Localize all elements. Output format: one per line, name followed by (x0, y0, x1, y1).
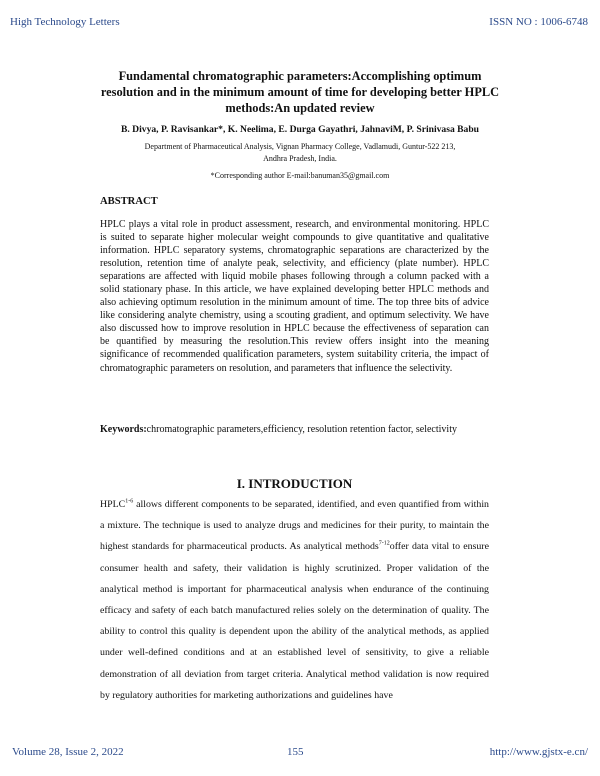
issn: ISSN NO : 1006-6748 (489, 16, 588, 28)
intro-start: HPLC (100, 499, 126, 510)
intro-rest: offer data vital to ensure consumer health and safety, their validation is highly scrutinized. Proper validation of the analytical method is important for pharmaceutical analysis when endurance of the continuing efficacy and safety of each batch manufactured relies solely on the determination of quality. The ability to control this quality is dependent upon the ability of the analytical methods, as applied under well-defined conditions and at an established level of sensitivity, to give a reliable demonstration of all deviation from target criteria. Analytical method validation is now required by regulatory authorities for marketing authorizations and guidelines have (100, 541, 489, 701)
introduction-paragraph (100, 494, 489, 706)
corresponding-author: *Corresponding author E-mail:banuman35@gmail.com (210, 171, 390, 180)
affiliation: Department of Pharmaceutical Analysis, Vignan Pharmacy College, Vadlamudi, Guntur-522 213, Andhra Pradesh, India. (144, 142, 456, 163)
abstract-text: HPLC plays a vital role in product assessment, research, and environmental monitoring. HPLC is suited to separate higher molecular weight compounds to give quantitative and qualitative information. HPLC separatory systems, chromatographic separations are characterized by the resolution, retention time of analyte peak, selectivity, and efficiency (plate number). HPLC separations are affected with liquid mobile phases following through a column packed with a solid stationary phase. In this article, we have explained developing better HPLC methods and also achieving optimum resolution in the minimum amount of time. The top three bits of advice like considering analyte chemistry, using a scouting gradient, and optimum selectivity. We have also discussed how to improve resolution in HPLC because the effectiveness of separation can be quantified by measuring the resolution.This review offers insight into the meaning significance of recommended qualification parameters, system suitability criteria, the impact of chromatographic parameters on resolution, and parameters that influence the selectivity. (100, 219, 489, 374)
section-heading-introduction: I. INTRODUCTION (236, 476, 353, 491)
journal-name: High Technology Letters (10, 16, 120, 28)
journal-url[interactable]: http://www.gjstx-e.cn/ (489, 746, 588, 758)
page-number: 155 (287, 746, 304, 758)
keywords-text: chromatographic parameters,efficiency, resolution retention factor, selectivity (146, 424, 457, 435)
abstract-heading: ABSTRACT (100, 196, 158, 207)
keywords-label: Keywords: (100, 424, 147, 435)
volume-issue: Volume 28, Issue 2, 2022 (12, 746, 124, 758)
keywords (100, 422, 489, 438)
intro-part: allows different components to be separated, identified, and even quantified from within a mixture. The technique is used to analyze drugs and medicines for their purity, to maintain the highest standards for pharmaceutical products. As analytical methods (100, 499, 489, 553)
citation-2: 7-12 (378, 541, 390, 548)
citation-1: 1-6 (125, 498, 134, 505)
author-list: B. Divya, P. Ravisankar*, K. Neelima, E. Durga Gayathri, JahnaviM, P. Srinivasa Babu (120, 124, 480, 135)
article-title: Fundamental chromatographic parameters:Accomplishing optimum resolution and in the minimum amount of time for developing better HPLC methods:An updated review (100, 69, 500, 115)
